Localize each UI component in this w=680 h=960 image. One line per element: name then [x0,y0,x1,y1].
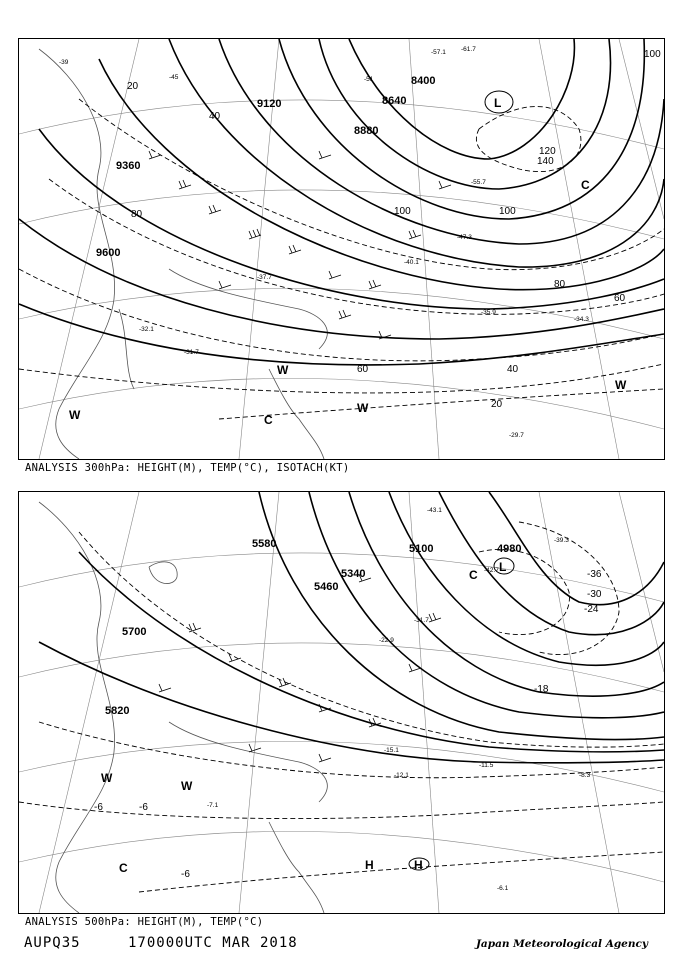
cold-symbol: C [264,413,273,427]
temp-label: -61.7 [461,46,476,53]
temp-label: -35.9 [481,309,496,316]
temp-label: -34.3 [574,316,589,323]
warm-symbol: W [615,378,627,392]
warm-symbol: W [181,779,193,793]
isotach-label: 60 [614,293,626,304]
isotach-label: 120 [539,146,556,157]
chart-300hpa [18,38,665,460]
isotach-label: 60 [357,364,369,375]
temp-label: -57.1 [431,49,446,56]
isotach-label: 100 [644,49,661,60]
warm-symbol: W [101,771,113,785]
temp-label: -31.7 [414,617,429,624]
analysis-time: 170000UTC MAR 2018 [128,935,298,951]
isotach-label: 100 [499,206,516,217]
height-label: 9600 [96,247,121,259]
low-symbol: L [499,560,507,574]
height-label: 5460 [314,581,339,593]
cold-symbol: C [469,568,478,582]
cold-symbol: C [581,178,590,192]
temp-label: -30 [587,589,602,600]
temp-label: -47.3 [457,234,472,241]
temp-label: -45 [169,74,179,81]
temp-label: -55.7 [471,179,486,186]
map-300hpa [19,39,664,459]
warm-symbol: W [357,401,369,415]
chart-500hpa [18,491,665,914]
height-label: 5100 [409,543,434,555]
temp-label: -22.9 [379,637,394,644]
temp-label: -6 [181,869,190,880]
temp-label: -15.1 [384,747,399,754]
cold-symbol: C [119,861,128,875]
temp-label: -11.5 [479,762,494,769]
temp-label: -18 [534,684,549,695]
temp-label: -51 [364,76,374,83]
temp-label: -36 [587,569,602,580]
high-symbol: H [414,858,423,872]
warm-symbol: W [69,408,81,422]
bulletin-code: AUPQ35 [24,935,81,951]
wind-barbs [159,574,441,762]
temp-label: -40.1 [404,259,419,266]
high-symbol: H [365,858,374,872]
temp-label: -39 [59,59,69,66]
temp-label: -12.1 [394,772,409,779]
graticule [19,492,664,913]
height-label: 5340 [341,568,366,580]
isotach-label: 80 [554,279,566,290]
isotach-label: 100 [394,206,411,217]
temp-label: -8.3 [579,772,591,779]
height-label: 9120 [257,98,282,110]
pressure-symbols [69,91,627,427]
height-label: 9360 [116,160,141,172]
temp-label: -29.7 [509,432,524,439]
map-500hpa [19,492,664,913]
pressure-symbols [101,558,514,875]
temp-label: -6 [139,802,148,813]
isotach-label: 20 [127,81,139,92]
temp-label: -6 [94,802,103,813]
temp-label: -6.1 [497,885,509,892]
isotach-label: 80 [131,209,143,220]
warm-symbol: W [277,363,289,377]
temp-label: -43.1 [427,507,442,514]
height-label: 5580 [252,538,277,550]
height-label: 8400 [411,75,436,87]
temperature-labels [59,46,589,439]
temp-label: -32.1 [139,326,154,333]
height-label: 8640 [382,95,407,107]
isotach-label: 40 [209,111,221,122]
temp-label: -24 [584,604,599,615]
isotach-label: 40 [507,364,519,375]
low-symbol: L [494,96,502,110]
temp-label: -42.7 [484,567,499,574]
height-label: 4980 [497,543,522,555]
temp-label: -7.1 [207,802,219,809]
caption-500hpa: ANALYSIS 500hPa: HEIGHT(M), TEMP(°C) [25,916,264,928]
temp-label: -39.3 [554,537,569,544]
temp-label: -31.7 [184,349,199,356]
height-label: 5820 [105,705,130,717]
isotach-label: 20 [491,399,503,410]
caption-300hpa: ANALYSIS 300hPa: HEIGHT(M), TEMP(°C), ISOTACH(KT) [25,462,350,474]
agency-name: Japan Meteorological Agency [475,938,648,950]
isotach-label: 140 [537,156,554,167]
isotach-lines [19,99,664,419]
height-label: 5700 [122,626,147,638]
height-label: 8880 [354,125,379,137]
temp-label: -37.7 [257,274,272,281]
